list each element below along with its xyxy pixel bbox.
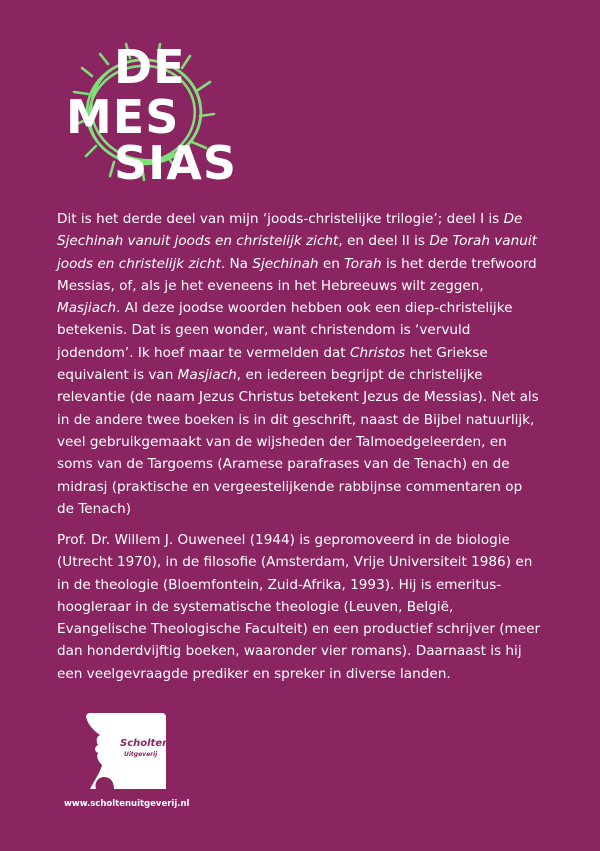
publisher-website-link[interactable]: www.scholtenuitgeverij.nl bbox=[64, 799, 190, 809]
logo-word-sias: SIAS bbox=[114, 136, 237, 190]
publisher-name: Scholten bbox=[120, 738, 170, 749]
publisher-subtitle: Uitgeverij bbox=[124, 751, 158, 758]
logo-word-mes: MES bbox=[66, 90, 180, 144]
logo-word-de: DE bbox=[114, 40, 186, 94]
author-bio-paragraph: Prof. Dr. Willem J. Ouweneel (1944) is gepromoveerd in de biologie (Utrecht 1970), in de filosofie (Amsterdam, Vrije Universiteit 1986) en in de theologie (Bloemfontein, Zuid-Afrika, 1993). Hij is emeritus-hoogleraar in de systematische theologie (Leuven, België, Evangelische Theologische Faculteit) en een productief schrijver (meer dan honderdvijftig boeken, waaronder vier romans). Daarnaast is hij een veelgevraagde prediker en spreker in diverse landen. bbox=[57, 532, 541, 682]
intro-paragraph: Dit is het derde deel van mijn ‘joods-christelijke trilogie’; deel I is De Sjechinah vanuit joods en christelijk zicht, en deel II is De Torah vanuit joods en christelijk zicht. Na Sjechinah en Torah is het derde trefwoord Messias, of, als je het eveneens in het Hebreeuws wilt zeggen, Masjiach. Al deze joodse woorden hebben ook een diep-christelijke betekenis. Dat is geen wonder, want christendom is ‘vervuld jodendom’. Ik hoef maar te vermelden dat Christos het Griekse equivalent is van Masjiach, en iedereen begrijpt de christelijke relevantie (de naam Jezus Christus betekent Jezus de Messias). Net als in de andere twee boeken is in dit geschrift, naast de Bijbel natuurlijk, veel gebruikgemaakt van de wijsheden der Talmoedgeleerden, en soms van de Targoems (Aramese parafrases van de Tenach) en de midrasj (praktische en vergeestelijkende rabbijnse commentaren op de Tenach) bbox=[57, 211, 539, 517]
title-logo bbox=[62, 36, 237, 190]
publisher-logo bbox=[84, 711, 170, 791]
